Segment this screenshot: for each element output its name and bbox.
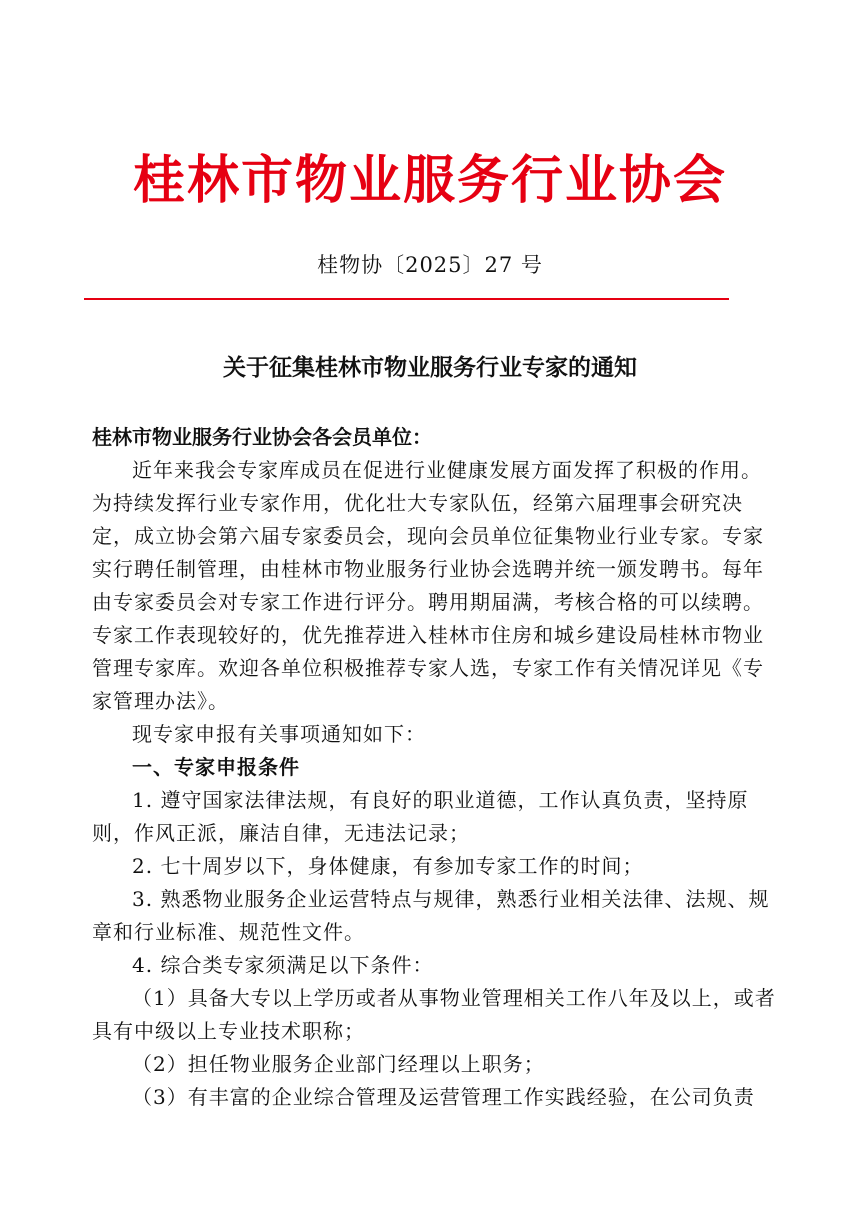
condition-item-2: 2. 七十周岁以下，身体健康，有参加专家工作的时间； xyxy=(132,854,644,878)
condition-item-3: 3. 熟悉物业服务企业运营特点与规律，熟悉行业相关法律、法规、规章和行业标准、规范性文件。 xyxy=(92,887,770,944)
intro-paragraph: 近年来我会专家库成员在促进行业健康发展方面发挥了积极的作用。为持续发挥行业专家作用，优化壮大专家队伍，经第六届理事会研究决定，成立协会第六届专家委员会，现向会员单位征集物业行业专家。专家实行聘任制管理，由桂林市物业服务行业协会选聘并统一颁发聘书。每年由专家委员会对专家工作进行评分。聘用期届满，考核合格的可以续聘。专家工作表现较好的，优先推荐进入桂林市住房和城乡建设局桂林市物业管理专家库。欢迎各单位积极推荐专家人选，专家工作有关情况详见《专家管理办法》。 xyxy=(92,458,764,713)
notice-body xyxy=(92,421,782,1114)
notice-title: 关于征集桂林市物业服务行业专家的通知 xyxy=(223,355,637,381)
condition-item-1: 1. 遵守国家法律法规，有良好的职业道德，工作认真负责，坚持原则，作风正派，廉洁自律，无违法记录； xyxy=(92,788,749,845)
condition-item-4: 4. 综合类专家须满足以下条件： xyxy=(132,953,434,977)
notice-intro: 现专家申报有关事项通知如下： xyxy=(132,722,426,746)
organization-header: 桂林市物业服务行业协会 xyxy=(132,151,727,211)
document-number: 桂物协〔2025〕27 号 xyxy=(317,253,543,277)
header-divider xyxy=(84,298,729,300)
salutation: 桂林市物业服务行业协会各会员单位： xyxy=(92,425,432,449)
section-heading-conditions: 一、专家申报条件 xyxy=(132,755,300,779)
sub-condition-1: （1）具备大专以上学历或者从事物业管理相关工作八年及以上，或者具有中级以上专业技术职称； xyxy=(92,986,776,1043)
sub-condition-3: （3）有丰富的企业综合管理及运营管理工作实践经验，在公司负责 xyxy=(132,1085,755,1109)
sub-condition-2: （2）担任物业服务企业部门经理以上职务； xyxy=(132,1052,545,1076)
